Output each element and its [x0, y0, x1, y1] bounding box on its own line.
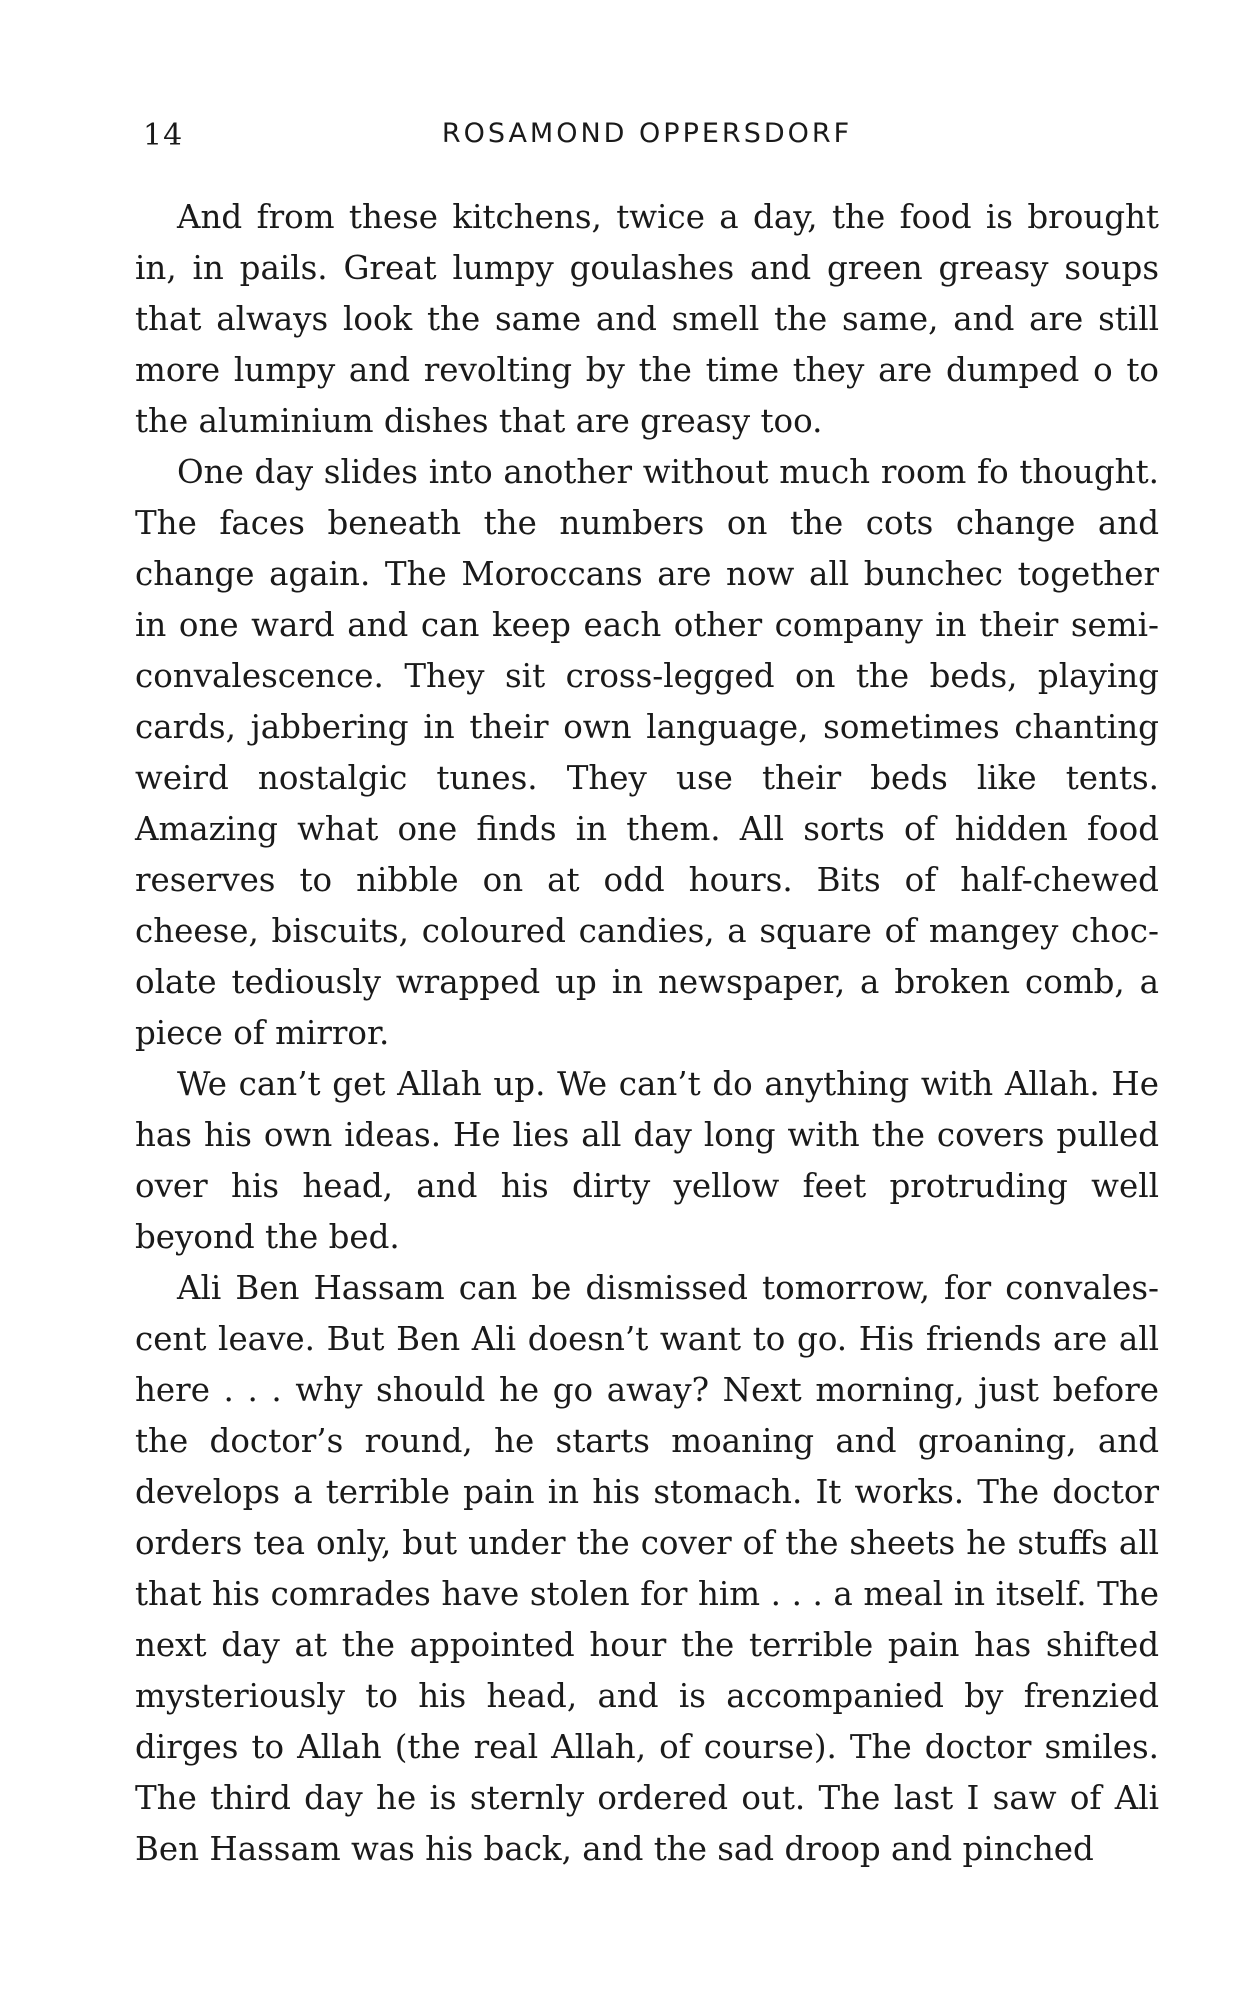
paragraph: We can’t get Allah up. We can’t do anything with Allah. He has his own ideas. He lies all day long with the covers pulled over his head, and his dirty yellow feet protruding well beyond the bed. — [135, 1065, 1159, 1256]
page-number: 14 — [143, 118, 184, 153]
running-head — [135, 118, 1159, 162]
paragraph: One day slides into another without much room fo thought. The faces beneath the numbers on the cots change and change again. The Moroccans are now all bunchec together in one ward and can keep each other company in their semi-convalescence. They sit cross-legged on the beds, playing cards, jabbering in their own language, sometimes chanting weird nostalgic tunes. They use their beds like tents. Amazing what one finds in them. All sorts of hidden food reserves to nibble on at odd hours. Bits of half-chewed cheese, biscuits, coloured candies, a square of mangey chocolate tediously wrapped up in newspaper, a broken comb, a piece of mirror. — [135, 453, 1159, 1052]
running-head-author: ROSAMOND OPPERSDORF — [441, 118, 853, 149]
paragraph: Ali Ben Hassam can be dismissed tomorrow, for convalescent leave. But Ben Ali doesn’t want to go. His friends are all here . . . why should he go away? Next morning, just before the doctor’s round, he starts moaning and groaning, and develops a terrible pain in his stomach. It works. The doctor orders tea only, but under the cover of the sheets he stuffs all that his comrades have stolen for him . . . a meal in itself. The next day at the appointed hour the terrible pain has shifted mysteriously to his head, and is accompanied by frenzied dirges to Allah (the real Allah, of course). The doctor smiles. The third day he is sternly ordered out. The last I saw of Ali Ben Hassam was his back, and the sad droop and pinched — [135, 1269, 1159, 1868]
paragraph: And from these kitchens, twice a day, the food is brought in, in pails. Great lumpy goulashes and green greasy soups that always look the same and smell the same, and are still more lumpy and revolting by the time they are dumped o to the aluminium dishes that are greasy too. — [135, 198, 1159, 440]
body-text — [135, 192, 1159, 1875]
